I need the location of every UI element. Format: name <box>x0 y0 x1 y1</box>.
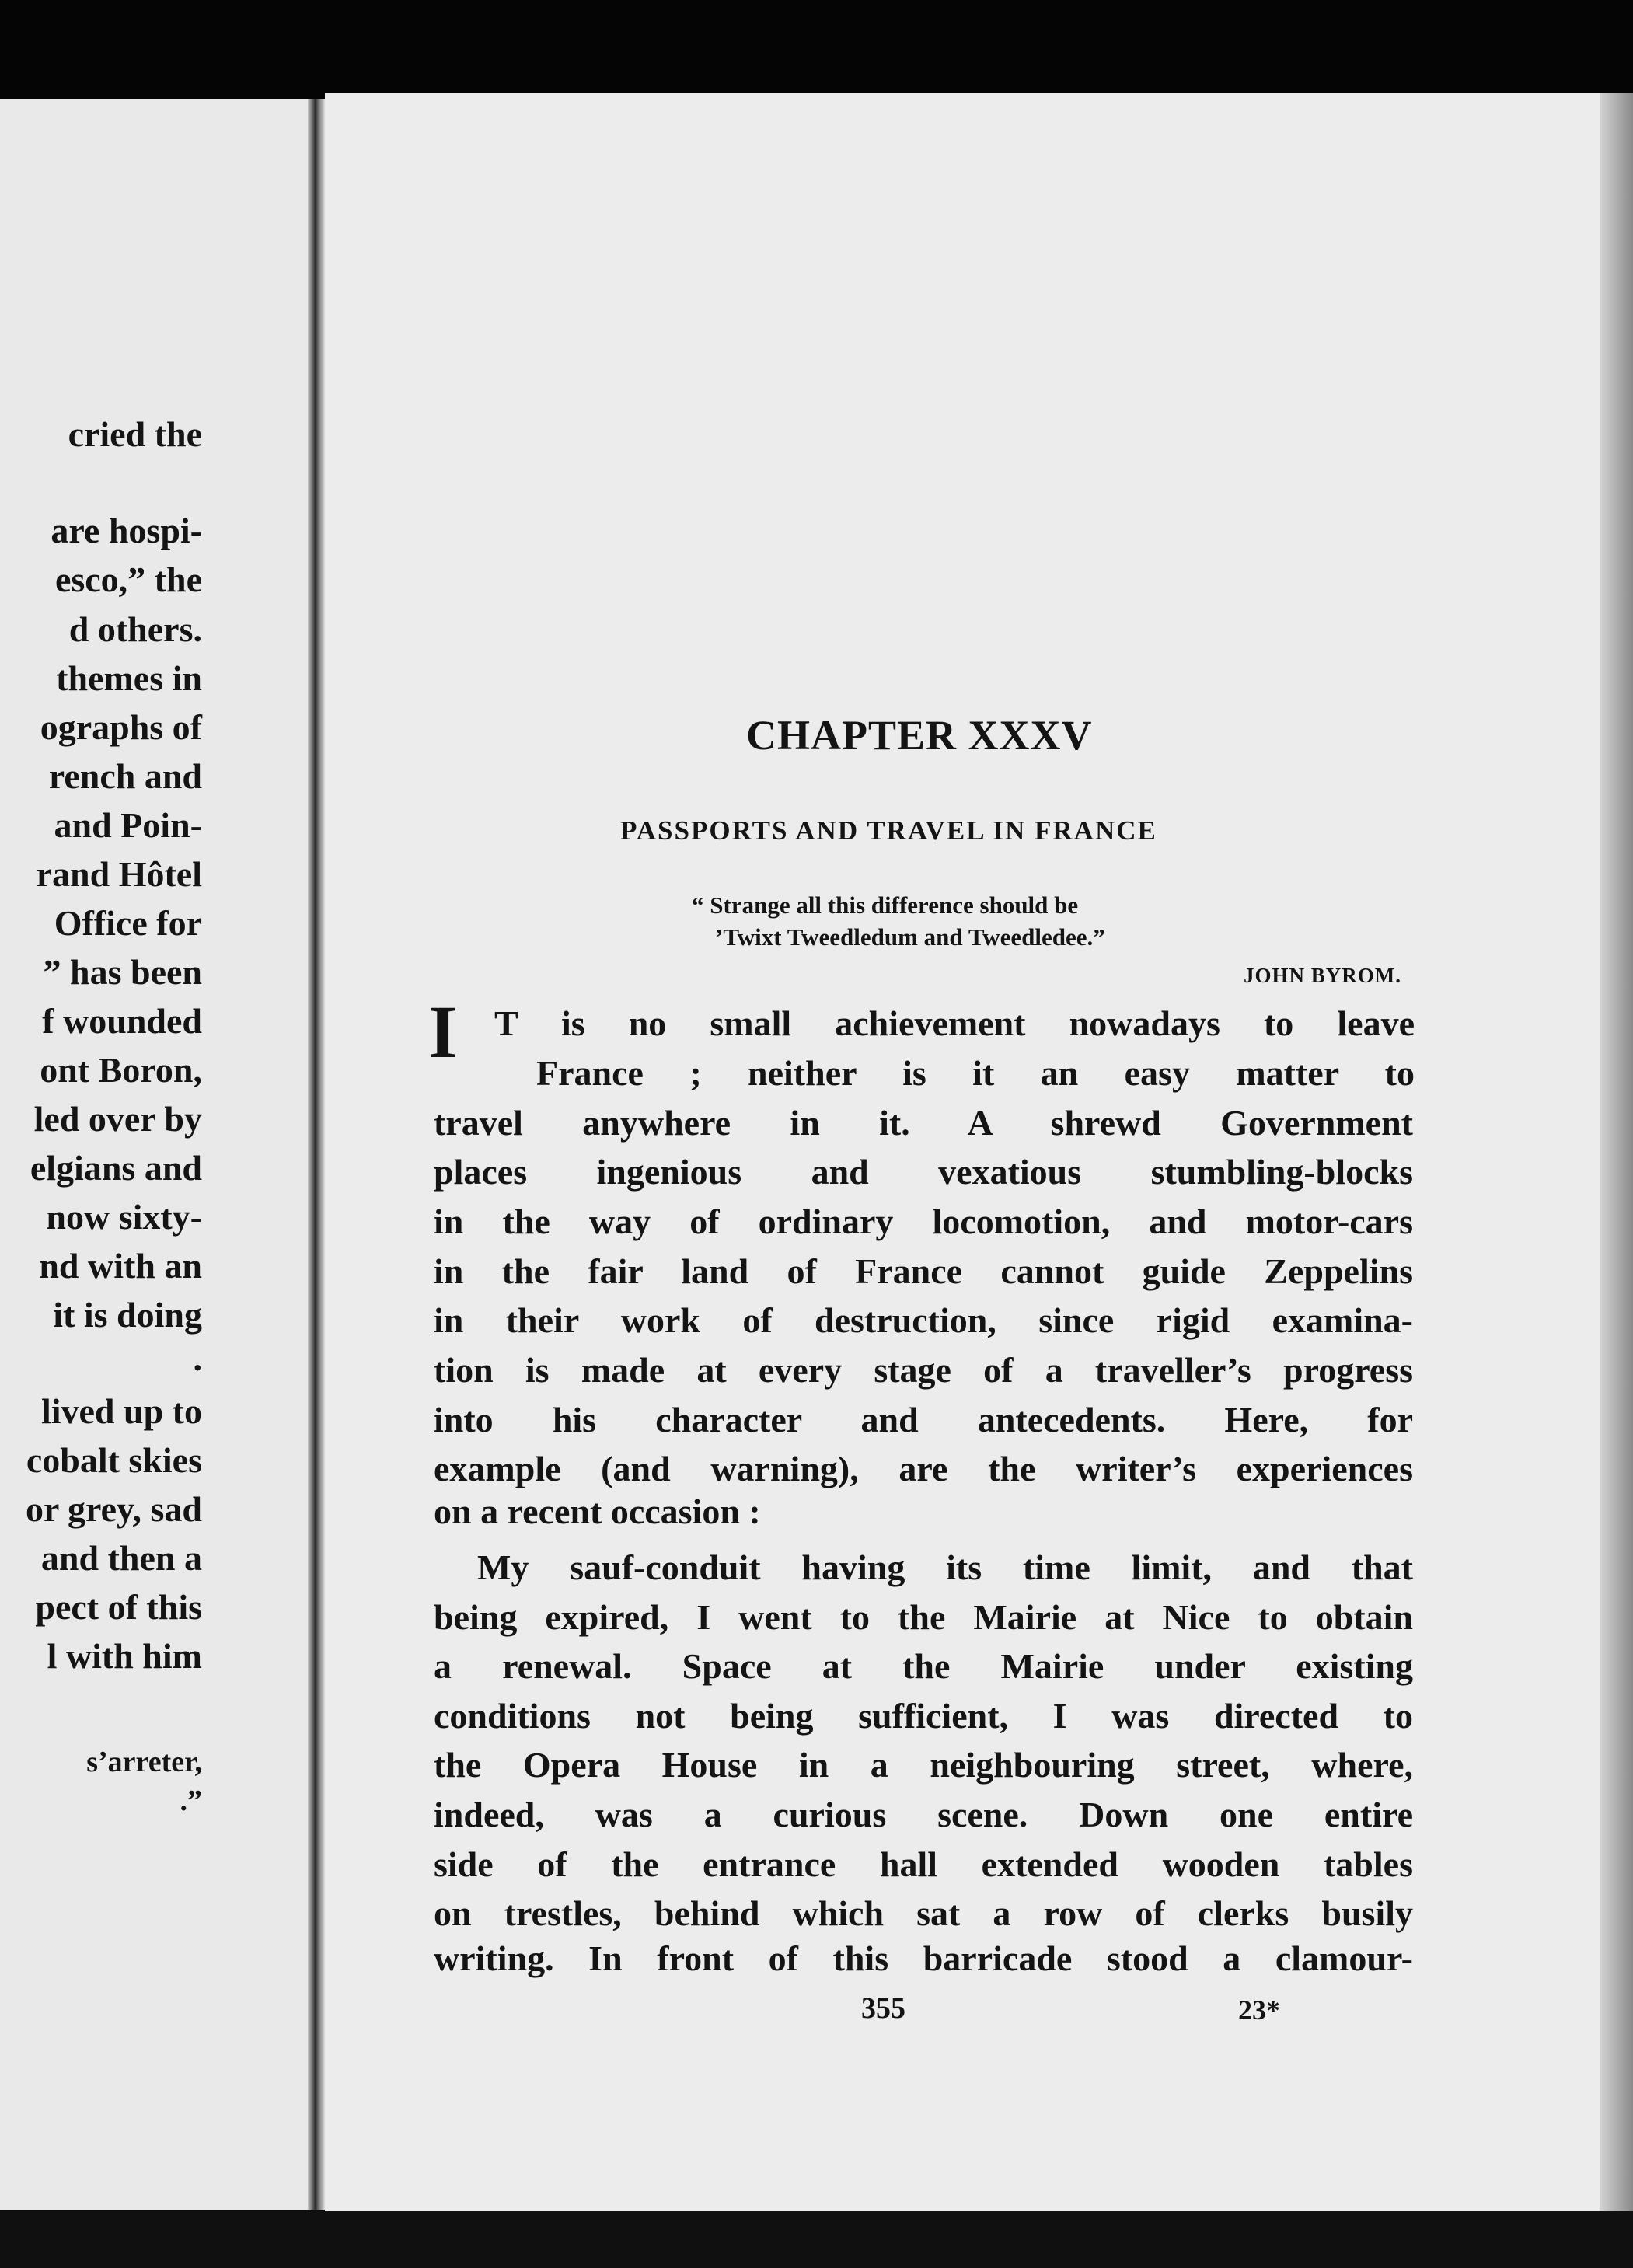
facing-page-line: elgians and <box>30 1148 202 1188</box>
facing-page-line: it is doing <box>53 1295 202 1335</box>
body-line: being expired, I went to the Mairie at Nice to obtain <box>434 1597 1413 1637</box>
facing-page-line: cried the <box>68 414 202 454</box>
facing-page-line: cobalt skies <box>26 1440 202 1480</box>
facing-page-line: lived up to <box>40 1391 202 1431</box>
body-line: a renewal. Space at the Mairie under existing <box>434 1646 1413 1686</box>
body-line: France ; neither is it an easy matter to <box>536 1053 1415 1093</box>
facing-page-line: ont Boron, <box>40 1050 202 1090</box>
drop-cap: I <box>428 990 458 1073</box>
body-line: indeed, was a curious scene. Down one entire <box>434 1795 1413 1834</box>
facing-page-line: ographs of <box>40 707 202 747</box>
facing-page-line: esco,” the <box>54 560 202 599</box>
section-title: PASSPORTS AND TRAVEL IN FRANCE <box>620 815 1157 846</box>
facing-page-line: rench and <box>48 756 202 796</box>
facing-page-line: ” has been <box>43 952 202 992</box>
signature-mark: 23* <box>1238 1994 1280 2025</box>
body-line: conditions not being sufficient, I was directed to <box>434 1696 1413 1736</box>
body-line: My sauf-conduit having its time limit, and that <box>477 1547 1413 1587</box>
body-line: travel anywhere in it. A shrewd Government <box>434 1103 1413 1143</box>
body-line: on trestles, behind which sat a row of clerks busily <box>434 1893 1413 1933</box>
facing-page-line: pect of this <box>35 1587 202 1627</box>
facing-page-line: s’arreter, <box>86 1746 202 1778</box>
scan-bottom-border <box>0 2211 1633 2268</box>
body-line: writing. In front of this barricade stood a clamour- <box>434 1938 1413 1978</box>
body-line: the Opera House in a neighbouring street, where, <box>434 1745 1413 1785</box>
facing-page-line: d others. <box>68 609 202 649</box>
facing-page <box>0 99 319 2210</box>
facing-page-line: nd with an <box>39 1246 202 1286</box>
body-line: in their work of destruction, since rigid examina- <box>434 1300 1413 1340</box>
epigraph-attribution: JOHN BYROM. <box>1244 964 1401 987</box>
body-line: tion is made at every stage of a traveller’s progress <box>434 1350 1413 1390</box>
facing-page-line: f wounded <box>42 1001 202 1041</box>
body-line: side of the entrance hall extended wooden tables <box>434 1844 1413 1884</box>
facing-page-line: are hospi- <box>51 511 202 550</box>
facing-page-line: . <box>193 1338 202 1378</box>
facing-page-line: led over by <box>33 1099 202 1139</box>
epigraph-line: “ Strange all this difference should be <box>692 891 1079 919</box>
body-line: example (and warning), are the writer’s experiences <box>434 1449 1413 1488</box>
facing-page-line: and then a <box>40 1538 202 1578</box>
facing-page-line: Office for <box>54 903 202 943</box>
page-edge <box>1600 93 1633 2211</box>
page-number: 355 <box>861 1992 905 2025</box>
body-line: in the fair land of France cannot guide Zeppelins <box>434 1251 1413 1291</box>
facing-page-line: now sixty- <box>46 1197 202 1237</box>
body-line: in the way of ordinary locomotion, and motor-cars <box>434 1202 1413 1241</box>
epigraph-line: ’Twixt Tweedledum and Tweedledee.” <box>715 923 1105 951</box>
scan-top-border <box>0 0 1633 109</box>
chapter-title: CHAPTER XXXV <box>746 712 1093 759</box>
body-line: T is no small achievement nowadays to leave <box>494 1003 1415 1043</box>
body-line: into his character and antecedents. Here, for <box>434 1400 1413 1439</box>
facing-page-line: rand Hôtel <box>36 854 202 894</box>
book-gutter <box>308 99 325 2210</box>
facing-page-line: l with him <box>47 1636 202 1676</box>
body-line: places ingenious and vexatious stumbling-blocks <box>434 1152 1413 1192</box>
facing-page-line: .” <box>180 1785 202 1817</box>
facing-page-line: and Poin- <box>54 805 202 845</box>
facing-page-line: or grey, sad <box>25 1489 202 1529</box>
facing-page-line: themes in <box>56 658 202 698</box>
body-line: on a recent occasion : <box>434 1492 761 1531</box>
